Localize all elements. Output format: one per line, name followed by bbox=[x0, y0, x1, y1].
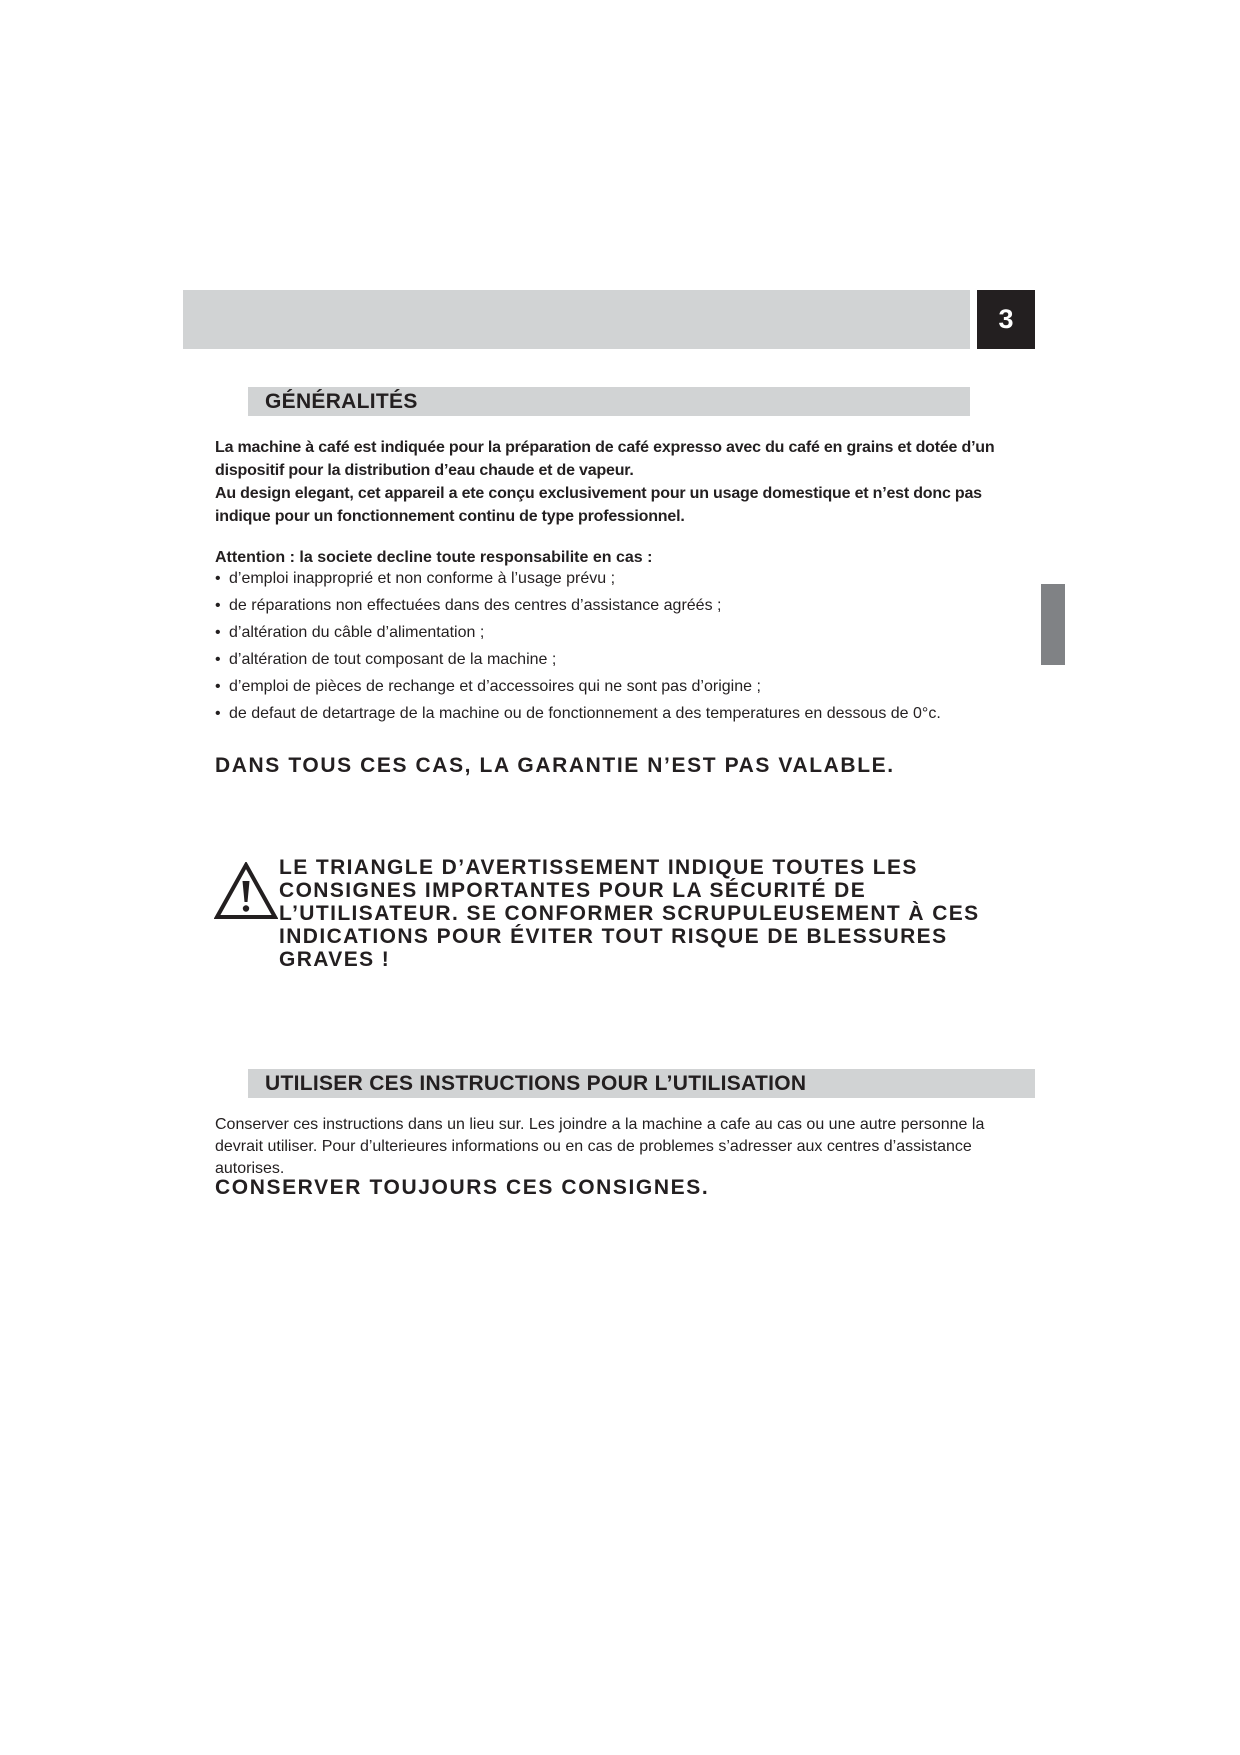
page-number: 3 bbox=[977, 290, 1035, 349]
warning-triangle-icon bbox=[214, 862, 278, 920]
side-tab-marker bbox=[1041, 584, 1065, 665]
list-item: • d’emploi inapproprié et non conforme à l’usage prévu ; bbox=[215, 565, 1035, 592]
bullet-icon: • bbox=[215, 570, 221, 587]
liability-list bbox=[215, 565, 1035, 727]
list-item: • de réparations non effectuées dans des centres d’assistance agréés ; bbox=[215, 592, 1035, 619]
section-title-usage: UTILISER CES INSTRUCTIONS POUR L’UTILISATION bbox=[248, 1069, 1035, 1098]
bullet-icon: • bbox=[215, 597, 221, 614]
attention-title: Attention : la societe decline toute responsabilite en cas : bbox=[215, 549, 653, 566]
intro-paragraph-1: La machine à café est indiquée pour la préparation de café expresso avec du café en grains et dotée d’un dispositif pour la distribution d’eau chaude et de vapeur. bbox=[215, 439, 995, 479]
bullet-icon: • bbox=[215, 705, 221, 722]
list-item: • d’emploi de pièces de rechange et d’accessoires qui ne sont pas d’origine ; bbox=[215, 673, 1035, 700]
warning-text: LE TRIANGLE D’AVERTISSEMENT INDIQUE TOUTES LES CONSIGNES IMPORTANTES POUR LA SÉCURITÉ DE L’UTILISATEUR. SE CONFORMER SCRUPULEUSEMENT À CES INDICATIONS POUR ÉVITER TOUT RISQUE DE BLESSURES GRAVES ! bbox=[279, 856, 980, 971]
bullet-icon: • bbox=[215, 651, 221, 668]
list-item: • de defaut de detartrage de la machine ou de fonctionnement a des temperatures en dessous de 0°c. bbox=[215, 700, 1035, 727]
usage-text: Conserver ces instructions dans un lieu sur. Les joindre a la machine a cafe au cas ou une autre personne la devrait utiliser. Pour d’ulterieures informations ou en cas de problemes s’adresser aux centres d’assistance autorises. bbox=[215, 1116, 985, 1177]
list-item: • d’altération de tout composant de la machine ; bbox=[215, 646, 1035, 673]
intro-paragraph-2: Au design elegant, cet appareil a ete conçu exclusivement pour un usage domestique et n’est donc pas indique pour un fonctionnement continu de type professionnel. bbox=[215, 485, 982, 525]
bullet-icon: • bbox=[215, 678, 221, 695]
warranty-notice: DANS TOUS CES CAS, LA GARANTIE N’EST PAS VALABLE. bbox=[215, 754, 895, 777]
list-item: • d’altération du câble d’alimentation ; bbox=[215, 619, 1035, 646]
intro-text bbox=[215, 436, 1035, 528]
header-bar bbox=[183, 290, 970, 349]
keep-instructions-notice: CONSERVER TOUJOURS CES CONSIGNES. bbox=[215, 1176, 710, 1199]
section-title-generalites: GÉNÉRALITÉS bbox=[248, 387, 970, 416]
bullet-icon: • bbox=[215, 624, 221, 641]
